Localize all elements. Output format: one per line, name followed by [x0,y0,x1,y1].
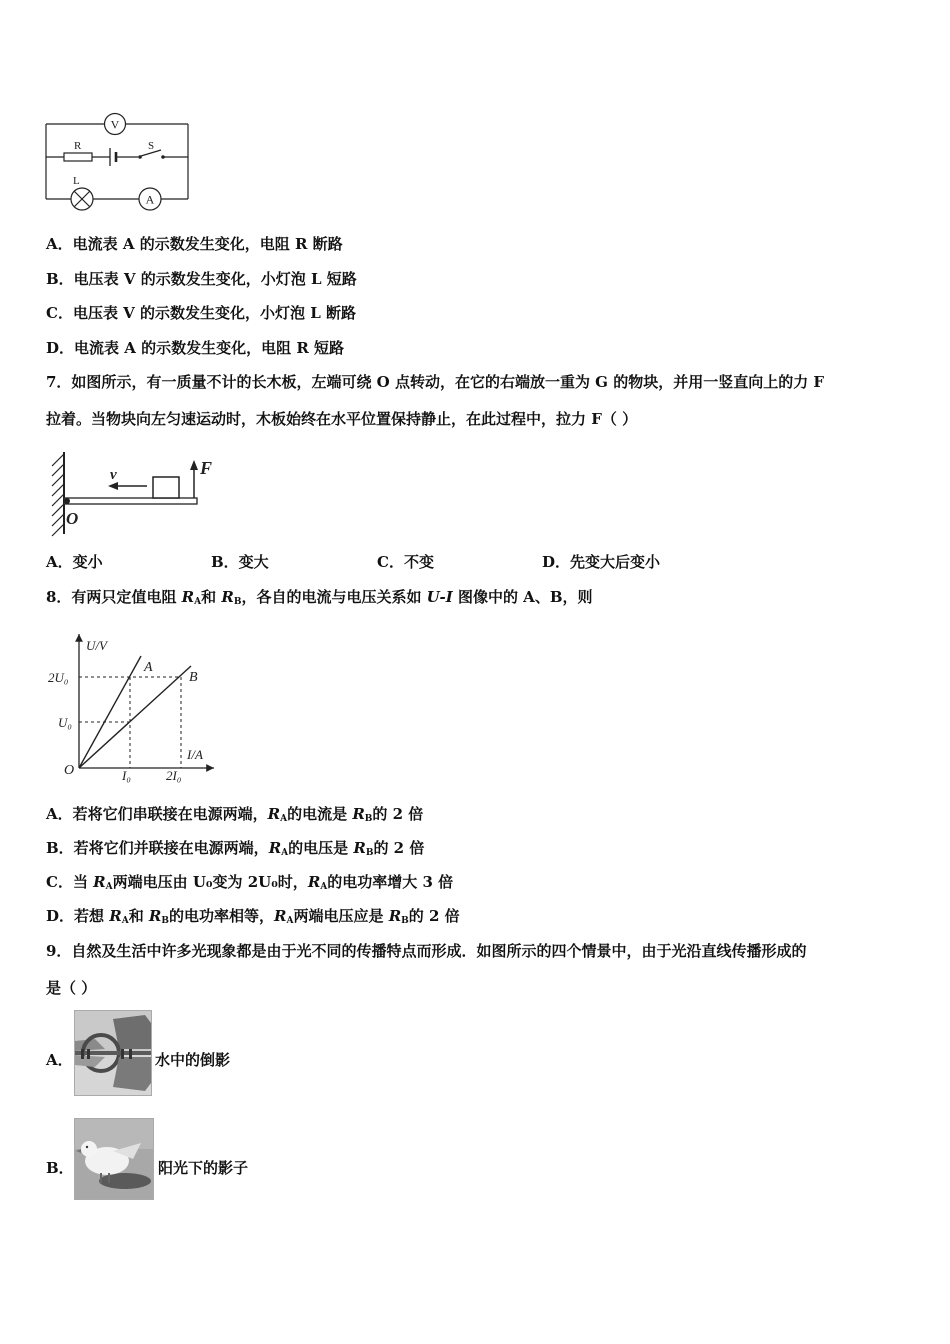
q9-option-a-letter: A． [46,1051,73,1069]
force-label: F [200,458,213,478]
q6-option-d: D．电流表 A 的示数发生变化，电阻 R 短路 [46,339,345,357]
q9-option-a-caption: 水中的倒影 [155,1051,231,1069]
q9-option-b-letter: B． [46,1159,74,1177]
q7-options [46,552,906,572]
line-b [79,666,191,768]
line-a-label: A [144,660,153,675]
line-b-label: B [189,670,198,685]
switch-label: S [148,140,155,152]
lever-diagram [42,448,222,538]
origin-label: O [64,763,75,778]
q9-stem-line1: 9．自然及生活中许多光现象都是由于光不同的传播特点而形成．如图所示的四个情景中，由于光沿直线传播形成的 [46,942,807,960]
q9-option-b-caption: 阳光下的影子 [158,1159,249,1177]
ammeter-label: A [145,192,155,207]
x-tick-i0: I₀ [122,768,131,783]
y-tick-2u0: 2U₀ [48,670,69,685]
q7-option-a: A．变小 [46,553,103,571]
velocity-label: v [110,467,117,483]
reflection-photo [74,1010,152,1096]
circuit-diagram [40,110,200,215]
q8-option-b: B．若将它们并联接在电源两端，$R_A$的电压是 $R_B$的 2 倍 [46,839,425,858]
q8-option-d: D．若想 $R_A$和 $R_B$的电功率相等，$R_A$两端电压应是 $R_B$的 2 倍 [46,907,460,926]
y-axis-label: U/V [86,638,107,653]
lamp-label: L [73,175,80,187]
q8-option-c: C．当 $R_A$两端电压由 U₀变为 2U₀时，$R_A$的电功率增大 3 倍 [46,873,454,892]
q8-option-a: A．若将它们串联接在电源两端，$R_A$的电流是 $R_B$的 2 倍 [46,805,424,824]
ui-graph [44,628,224,788]
shadow-photo [74,1118,154,1200]
block [153,477,179,498]
resistor-symbol [64,153,92,161]
q8-stem: 8．有两只定值电阻 $R_A$和 $R_B$，各自的电流与电压关系如 U-I 图像中的 A、B，则 [46,588,593,607]
voltmeter-label: V [110,117,120,132]
q6-option-b: B．电压表 V 的示数发生变化，小灯泡 L 短路 [46,270,357,288]
q7-stem-line2: 拉着。当物块向左匀速运动时，木板始终在水平位置保持静止，在此过程中，拉力 F（ ） [46,410,638,428]
q7-stem-line1: 7．如图所示，有一质量不计的长木板，左端可绕 O 点转动，在它的右端放一重为 G 的物块，并用一竖直向上的力 F [46,373,825,391]
x-tick-2i0: 2I₀ [166,768,182,783]
line-a [79,656,141,768]
y-tick-u0: U₀ [58,715,72,730]
x-axis-label: I/A [187,747,203,762]
q6-option-a: A．电流表 A 的示数发生变化，电阻 R 断路 [46,235,343,253]
q6-option-c: C．电压表 V 的示数发生变化，小灯泡 L 断路 [46,304,357,322]
q7-option-c: C．不变 [377,553,434,571]
pivot-label: O [66,509,79,528]
pivot-point [64,498,70,504]
q9-stem-line2: 是（ ） [46,979,97,997]
resistor-label: R [74,140,82,152]
q7-option-d: D．先变大后变小 [542,553,661,571]
board [64,498,197,504]
q7-option-b: B．变大 [211,553,269,571]
